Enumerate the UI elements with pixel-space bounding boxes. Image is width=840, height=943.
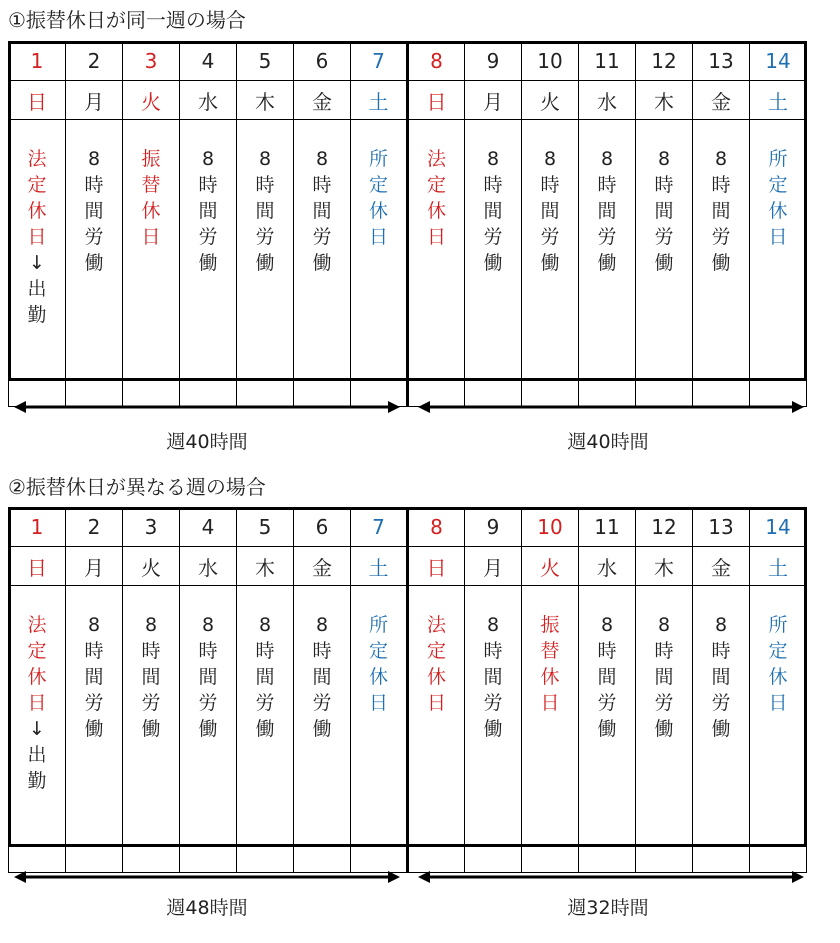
day-schedule-text: 8時間労働: [654, 614, 674, 740]
day-number: 5: [237, 42, 294, 81]
weekday-label: 水: [180, 547, 237, 586]
day-number: 2: [66, 42, 123, 81]
day-number: 6: [294, 42, 351, 81]
weekday-label: 木: [237, 81, 294, 120]
day-schedule-cell: [9, 586, 66, 873]
day-number: 4: [180, 42, 237, 81]
day-number: 1: [9, 508, 66, 547]
weekday-label: 土: [750, 81, 807, 120]
day-schedule-cell: [465, 586, 522, 873]
day-number: 13: [693, 508, 750, 547]
weekday-label: 日: [9, 81, 66, 120]
day-schedule-cell: [579, 120, 636, 407]
weekday-label: 水: [180, 81, 237, 120]
weekday-label: 木: [636, 547, 693, 586]
weekday-label: 水: [579, 81, 636, 120]
weekday-label: 日: [9, 547, 66, 586]
weekday-label: 日: [408, 547, 465, 586]
day-schedule-text: 所定休日: [768, 148, 788, 248]
day-schedule-cell: [66, 120, 123, 407]
day-schedule-text: 所定休日: [368, 614, 388, 714]
day-number: 3: [123, 508, 180, 547]
day-schedule-text: 8時間労働: [84, 614, 104, 740]
day-schedule-text: 8時間労働: [198, 614, 218, 740]
weekday-label: 木: [636, 81, 693, 120]
day-schedule-cell: [123, 586, 180, 873]
day-schedule-text: 法定休日: [426, 614, 446, 714]
weekday-label: 火: [522, 547, 579, 586]
day-schedule-text: 8時間労働: [198, 148, 218, 274]
day-schedule-text: 8時間労働: [483, 614, 503, 740]
day-schedule-cell: [180, 586, 237, 873]
day-schedule-text: 8時間労働: [84, 148, 104, 274]
day-number: 11: [579, 508, 636, 547]
day-schedule-text: 8時間労働: [711, 614, 731, 740]
day-schedule-text: 8時間労働: [597, 148, 617, 274]
day-schedule-text: 法定休日: [27, 614, 47, 714]
day-schedule-cell: [408, 586, 465, 873]
weekday-label: 月: [465, 547, 522, 586]
day-number: 12: [636, 508, 693, 547]
day-schedule-text: 8時間労働: [312, 148, 332, 274]
day-schedule-text: 所定休日: [768, 614, 788, 714]
day-number: 7: [351, 42, 408, 81]
day-schedule-cell: [351, 120, 408, 407]
day-number: 7: [351, 508, 408, 547]
day-schedule-text: 8時間労働: [312, 614, 332, 740]
day-number: 10: [522, 42, 579, 81]
weekday-label: 月: [465, 81, 522, 120]
day-schedule-cell: [636, 586, 693, 873]
day-schedule-cell: [522, 120, 579, 407]
day-schedule-text: 8時間労働: [141, 614, 161, 740]
section1-title: ①振替休日が同一週の場合: [8, 8, 246, 32]
day-schedule-cell: [180, 120, 237, 407]
day-number: 6: [294, 508, 351, 547]
day-number: 13: [693, 42, 750, 81]
day-number: 1: [9, 42, 66, 81]
weekday-label: 木: [237, 547, 294, 586]
week3-arrow-icon: [14, 870, 400, 884]
day-schedule-cell: [351, 586, 408, 873]
weekday-label: 金: [294, 81, 351, 120]
day-number: 3: [123, 42, 180, 81]
day-schedule-text: 振替休日: [540, 614, 560, 714]
day-number: 11: [579, 42, 636, 81]
week2-arrow-icon: [418, 400, 804, 414]
weekday-label: 土: [351, 547, 408, 586]
day-number: 12: [636, 42, 693, 81]
day-schedule-cell: [294, 120, 351, 407]
day-schedule-text: 8時間労働: [540, 148, 560, 274]
weekday-label: 金: [693, 81, 750, 120]
day-number: 14: [750, 42, 807, 81]
day-schedule-cell: [522, 586, 579, 873]
section2-week1-hours: 週48時間: [166, 897, 248, 919]
day-number: 9: [465, 508, 522, 547]
section2-title: ②振替休日が異なる週の場合: [8, 475, 266, 499]
day-schedule-text: 8時間労働: [711, 148, 731, 274]
day-schedule-extra: ↓出勤: [27, 718, 47, 792]
week4-arrow-icon: [418, 870, 804, 884]
day-schedule-cell: [66, 586, 123, 873]
day-schedule-cell: [750, 120, 807, 407]
weekday-label: 火: [522, 81, 579, 120]
day-schedule-cell: [693, 586, 750, 873]
day-number: 2: [66, 508, 123, 547]
day-schedule-text: 法定休日: [27, 148, 47, 248]
day-number: 9: [465, 42, 522, 81]
weekday-label: 金: [294, 547, 351, 586]
day-schedule-cell: [408, 120, 465, 407]
weekday-label: 日: [408, 81, 465, 120]
day-schedule-text: 振替休日: [141, 148, 161, 248]
day-number: 5: [237, 508, 294, 547]
section1-week1-hours: 週40時間: [166, 431, 248, 453]
calendar-table-1: [8, 41, 807, 407]
calendar-table-2: [8, 507, 807, 873]
day-schedule-cell: [579, 586, 636, 873]
weekday-label: 月: [66, 81, 123, 120]
day-number: 14: [750, 508, 807, 547]
day-schedule-cell: [237, 586, 294, 873]
day-schedule-text: 法定休日: [426, 148, 446, 248]
day-schedule-cell: [237, 120, 294, 407]
day-schedule-text: 8時間労働: [255, 614, 275, 740]
day-schedule-cell: [636, 120, 693, 407]
weekday-label: 火: [123, 81, 180, 120]
day-number: 8: [408, 42, 465, 81]
day-schedule-cell: [693, 120, 750, 407]
weekday-label: 水: [579, 547, 636, 586]
day-schedule-text: 8時間労働: [597, 614, 617, 740]
day-schedule-cell: [465, 120, 522, 407]
weekday-label: 火: [123, 547, 180, 586]
day-schedule-text: 8時間労働: [483, 148, 503, 274]
day-schedule-text: 8時間労働: [654, 148, 674, 274]
day-schedule-cell: [750, 586, 807, 873]
day-schedule-extra: ↓出勤: [27, 252, 47, 326]
day-number: 10: [522, 508, 579, 547]
day-schedule-cell: [294, 586, 351, 873]
weekday-label: 金: [693, 547, 750, 586]
section2-week2-hours: 週32時間: [567, 897, 649, 919]
day-number: 8: [408, 508, 465, 547]
weekday-label: 土: [351, 81, 408, 120]
day-schedule-text: 8時間労働: [255, 148, 275, 274]
day-schedule-text: 所定休日: [368, 148, 388, 248]
section1-week2-hours: 週40時間: [567, 431, 649, 453]
weekday-label: 月: [66, 547, 123, 586]
day-number: 4: [180, 508, 237, 547]
day-schedule-cell: [123, 120, 180, 407]
week1-arrow-icon: [14, 400, 400, 414]
day-schedule-cell: [9, 120, 66, 407]
weekday-label: 土: [750, 547, 807, 586]
